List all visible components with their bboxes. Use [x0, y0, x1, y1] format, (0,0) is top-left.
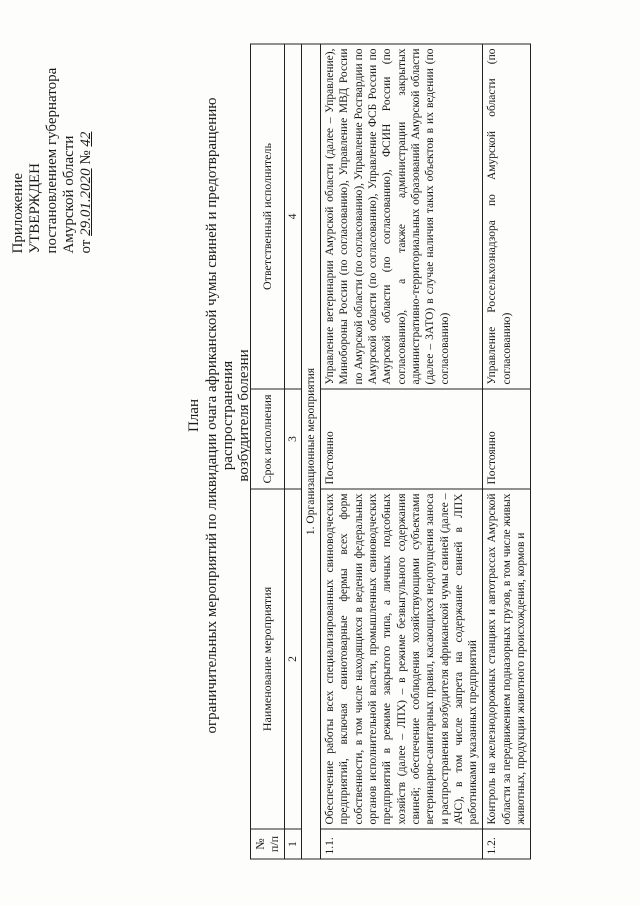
- approval-date-line: [78, 13, 95, 253]
- handwritten-number: 42: [78, 131, 94, 147]
- measures-table: [250, 43, 531, 859]
- row-measure-name: Контроль на железнодорожных станциях и автотрассах Амурской области за передвижением подназорных грузов, в том числе живых животных, продукции животного происхождения, кормов и: [483, 489, 531, 829]
- row-executor: Управление ветеринарии Амурской области (далее – Управление), Минобороны России (по согласованию), Управление МВД России по Амурской области (по согласованию), Управление Росгвардии по Амурской области (по согласованию), Управление ФСБ России по Амурской области (по согласованию), ФСИН России (по согласованию), а также администрации закрытых административно-территориальных образований Амурской области (далее – ЗАТО) в случае наличия таких объектов в их ведении (по согласованию): [321, 44, 483, 389]
- approval-line-appendix: Приложение: [10, 172, 26, 253]
- row-term: Постоянно: [321, 389, 483, 489]
- section-row: [301, 44, 320, 859]
- index-cell: 2: [284, 489, 301, 829]
- row-term: Постоянно: [483, 389, 531, 489]
- approval-line-decree: постановлением губернатора: [44, 67, 60, 253]
- index-cell: 1: [284, 829, 301, 859]
- title-plan: План: [186, 398, 202, 432]
- table-header-row: [251, 44, 285, 859]
- row-number: 1.2.: [483, 829, 531, 859]
- number-prefix: №: [78, 149, 94, 165]
- date-prefix: от: [78, 239, 94, 253]
- header-executor: Ответственный исполнитель: [251, 44, 285, 389]
- header-number: № п/п: [251, 829, 285, 859]
- header-term: Срок исполнения: [251, 389, 285, 489]
- table-row: [321, 44, 483, 859]
- document-title: [186, 95, 252, 735]
- approval-line-region: Амурской области: [61, 135, 77, 253]
- table-row: [483, 44, 531, 859]
- header-measure-name: Наименование мероприятия: [251, 489, 285, 829]
- approval-line-approved: УТВЕРЖДЕН: [27, 162, 43, 253]
- table-index-row: [284, 44, 301, 859]
- title-subject-cont: возбудителя болезни: [236, 348, 252, 482]
- row-measure-name: Обеспечение работы всех специализированных свиноводческих предприятий, включая свинотоварные фермы всех форм собственности, в том числе находящихся в ведении федеральных органов исполнительной власти, промышленных свиноводческих предприятий в режиме закрытого типа, а личных подсобных хозяйств (далее – ЛПХ) – в режиме безвыгульного содержания свиней; обеспечение соблюдения хозяйствующими субъектами ветеринарно-санитарных правил, касающихся недопущения заноса и распространения возбудителя африканской чумы свиней (далее – АЧС), в том числе запрета на содержание свиней в ЛПХ работниками указанных предприятий: [321, 489, 483, 829]
- index-cell: 3: [284, 389, 301, 489]
- row-executor: Управление Россельхознадзора по Амурской области (по согласованию): [483, 44, 531, 389]
- handwritten-date: 29.01.2020: [78, 167, 94, 236]
- approval-stamp-block: [10, 13, 95, 253]
- index-cell: 4: [284, 44, 301, 389]
- row-number: 1.1.: [321, 829, 483, 859]
- title-subject: ограничительных мероприятий по ликвидации очага африканской чумы свиней и предотвращению распространения: [204, 97, 236, 733]
- section-title: 1. Организационные мероприятия: [301, 44, 320, 859]
